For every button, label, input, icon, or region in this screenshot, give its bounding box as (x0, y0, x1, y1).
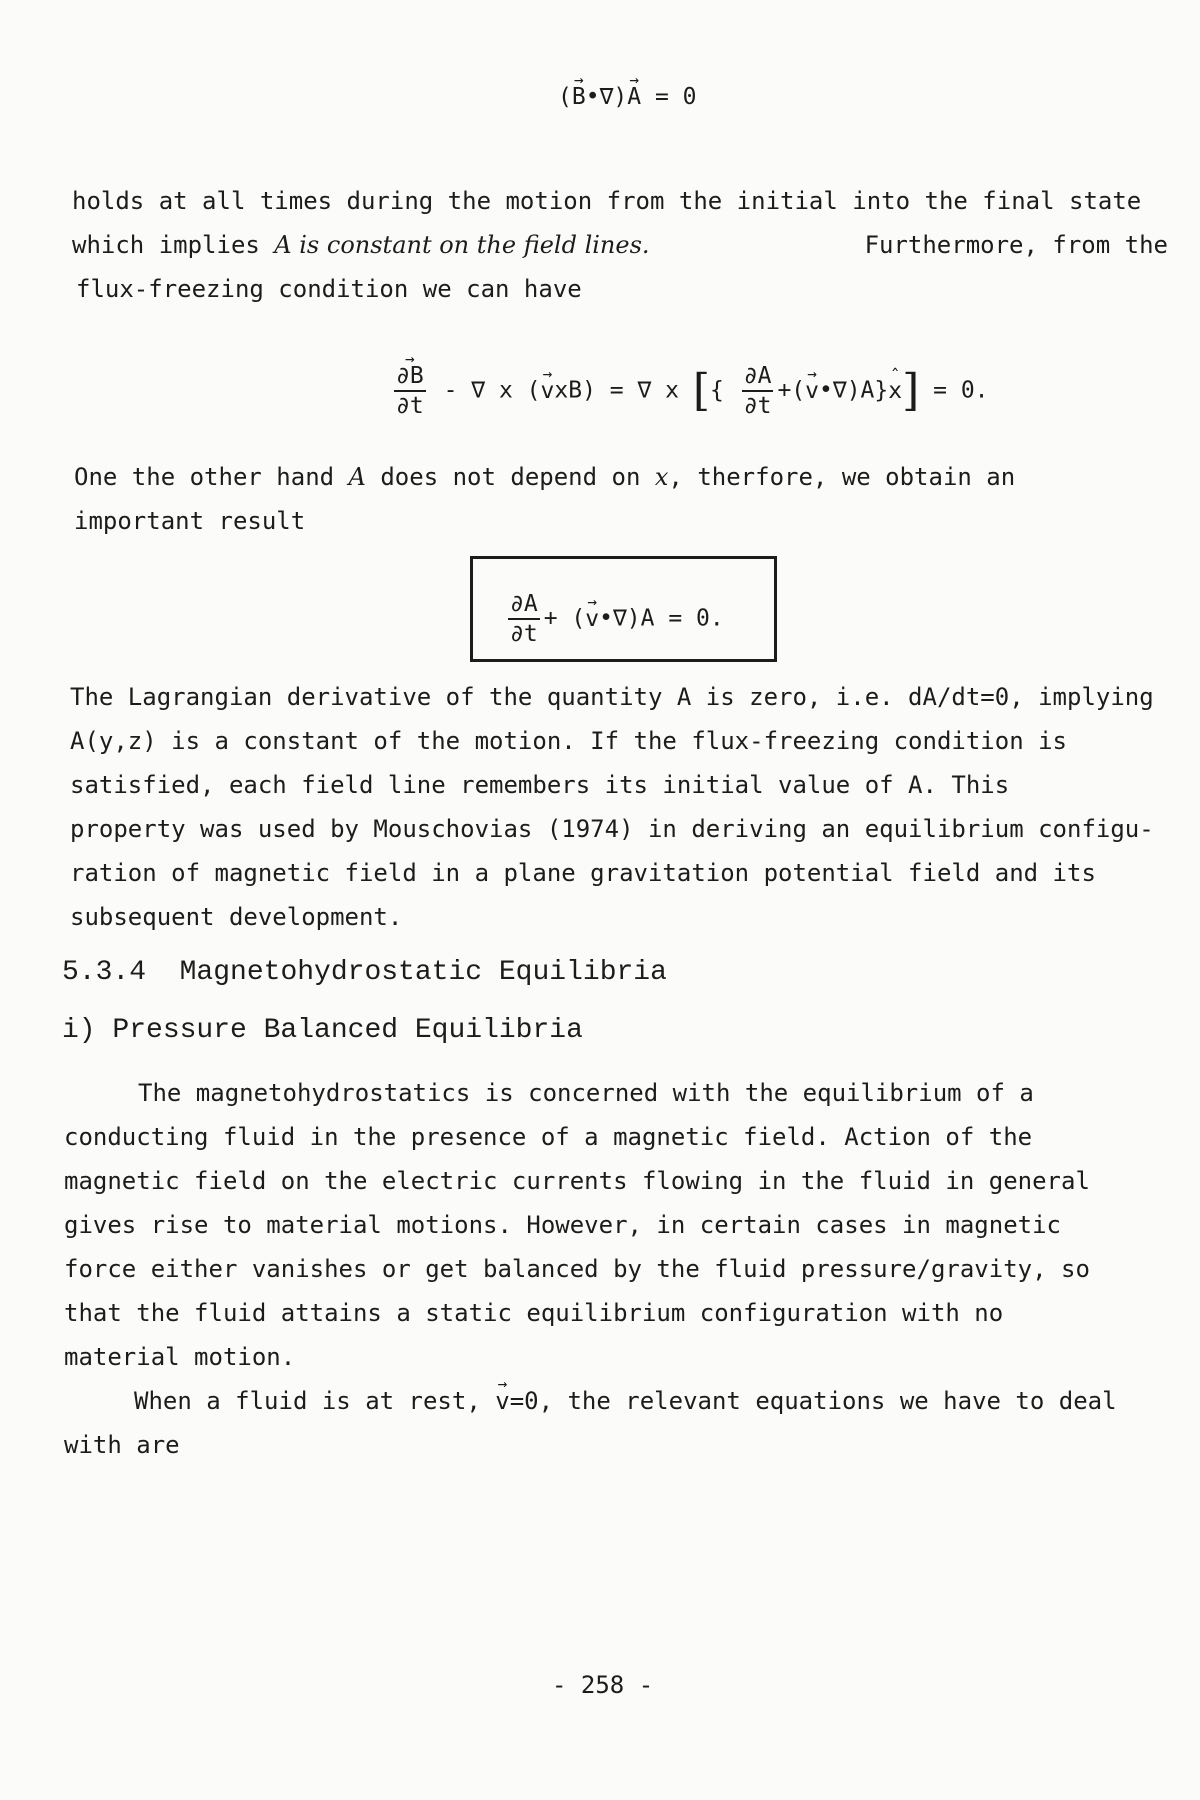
text-line: gives rise to material motions. However, in certain cases in magnetic (64, 1211, 1061, 1239)
text-line: holds at all times during the motion from the initial into the final state (72, 187, 1142, 215)
text-line: A(y,z) is a constant of the motion. If the flux-freezing condition is (70, 727, 1067, 755)
equation-lagrangian-derivative: $\frac{\partial A}{\partial t}$ + (→ v•∇)A = 0. (504, 590, 724, 648)
equation-b-grad-a: (→ B•∇)→ A = 0 (558, 82, 697, 112)
text-line: The Lagrangian derivative of the quantity A is zero, i.e. dA/dt=0, implying (70, 683, 1154, 711)
text-line: magnetic field on the electric currents flowing in the fluid in general (64, 1167, 1090, 1195)
vector-b: → B (572, 82, 586, 112)
text-line: force either vanishes or get balanced by the fluid pressure/gravity, so (64, 1255, 1090, 1283)
section-heading: 5.3.4 Magnetohydrostatic Equilibria (62, 957, 667, 988)
text-line: The magnetohydrostatics is concerned with the equilibrium of a (138, 1079, 1034, 1107)
text-line: which implies A is constant on the field lines. Furthermore, from the (72, 231, 1168, 259)
text-line: One the other hand A does not depend on x, therfore, we obtain an (74, 463, 1016, 491)
text-line: ration of magnetic field in a plane gravitation potential field and its (70, 859, 1096, 887)
equation-flux-freezing: → $\frac{\partial B}{\partial t}$ - ∇ x (→ vxB) = ∇ x [{ $\frac{\partial A}{\partial t}$ +(→ v•∇)A}ˆ x] = 0. (390, 362, 989, 420)
text-line: material motion. (64, 1343, 296, 1371)
text-line: satisfied, each field line remembers its initial value of A. This (70, 771, 1010, 799)
text-line: with are (64, 1431, 180, 1459)
text-line: property was used by Mouschovias (1974) in deriving an equilibrium configu- (70, 815, 1154, 843)
text-line: that the fluid attains a static equilibrium configuration with no (64, 1299, 1004, 1327)
vector-a: → A (627, 82, 641, 112)
page-number: - 258 - (552, 1671, 654, 1699)
text-line: important result (74, 507, 306, 535)
text-line: When a fluid is at rest, → v=0, the relevant equations we have to deal (134, 1386, 1117, 1416)
text-line: flux-freezing condition we can have (76, 275, 582, 303)
text-line: conducting fluid in the presence of a magnetic field. Action of the (64, 1123, 1033, 1151)
italic-statement: A is constant on the field lines. (274, 231, 650, 259)
text-line: subsequent development. (70, 903, 403, 931)
subsection-heading: i) Pressure Balanced Equilibria (62, 1015, 583, 1046)
